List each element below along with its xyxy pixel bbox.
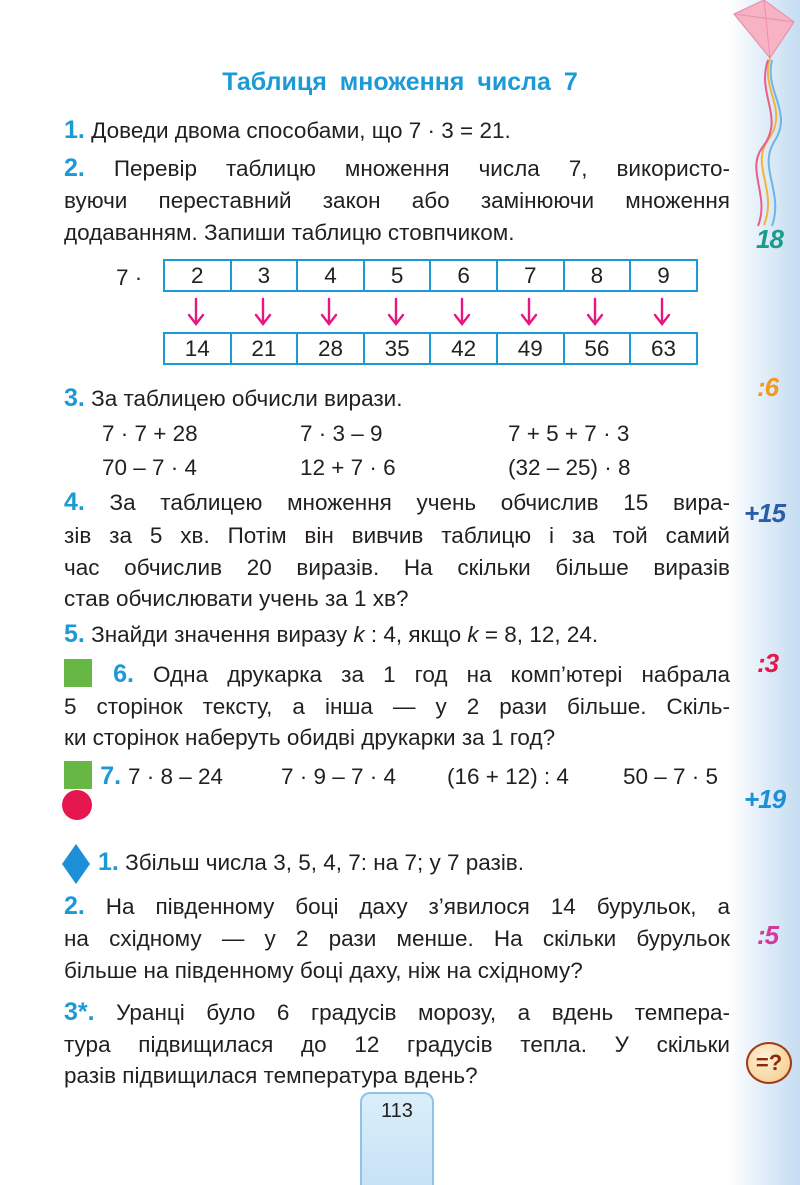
- table-cell: 3: [230, 261, 297, 290]
- homework-3-line-1: 3*. Уранці було 6 градусів морозу, а вдень темпера-: [64, 998, 730, 1026]
- down-arrow-icon: [496, 297, 563, 332]
- expression: 7 + 5 + 7 · 3: [508, 421, 630, 446]
- table-products-row: [163, 332, 698, 365]
- expression: 7 · 9 – 7 · 4: [281, 764, 397, 789]
- down-arrow-icon: [296, 297, 363, 332]
- down-arrow-icon: [629, 297, 696, 332]
- task-4-line-3: час обчислив 20 виразів. На скільки більше виразів: [64, 555, 730, 580]
- table-cell: 49: [496, 334, 563, 363]
- table-cell: 8: [563, 261, 630, 290]
- homework-3-line-3: разів підвищилася температура вдень?: [64, 1063, 478, 1088]
- expression: 7 · 7 + 28: [102, 421, 198, 446]
- task-number: 3.: [64, 384, 85, 412]
- task-7: [64, 760, 121, 793]
- task-4-line-4: став обчислювати учень за 1 хв?: [64, 586, 409, 611]
- table-cell: 5: [363, 261, 430, 290]
- task-4-line-2: зів за 5 хв. Потім він вивчив таблицю і за той самий: [64, 523, 730, 548]
- table-cell: 63: [629, 334, 696, 363]
- homework-1: 1. Збільш числа 3, 5, 4, 7: на 7; у 7 разів.: [98, 848, 525, 876]
- down-arrow-icon: [163, 297, 230, 332]
- sidebar-number-plus19: +19: [744, 784, 786, 814]
- task-6-line-1: 6. Одна друкарка за 1 год на комп’ютері набрала: [64, 658, 730, 691]
- down-arrow-icon: [230, 297, 297, 332]
- expression: 7 · 3 – 9: [300, 421, 383, 446]
- table-cell: 28: [296, 334, 363, 363]
- question-badge-icon: =?: [746, 1042, 792, 1084]
- table-cell: 6: [429, 261, 496, 290]
- table-cell: 7: [496, 261, 563, 290]
- task-2-line-1: 2. Перевір таблицю множення числа 7, використо-: [64, 154, 730, 182]
- blue-diamond-icon: [62, 844, 90, 884]
- page-title: Таблиця множення числа 7: [222, 68, 578, 96]
- task-4-line-1: 4. За таблицею множення учень обчислив 15 вира-: [64, 488, 730, 516]
- task-6-line-3: ки сторінок наберуть обидві друкарки за 1 год?: [64, 725, 556, 750]
- homework-2-line-3: більше на південному боці даху, ніж на східному?: [64, 958, 583, 983]
- table-cell: 35: [363, 334, 430, 363]
- expression: 7 · 8 – 24: [128, 764, 224, 789]
- expression: (16 + 12) : 4: [447, 764, 569, 789]
- kite-icon: [720, 0, 800, 230]
- task-number: 6.: [113, 660, 134, 688]
- task-2-line-3: додаванням. Запиши таблицю стовпчиком.: [64, 220, 515, 245]
- sidebar-number-18: 18: [756, 224, 783, 254]
- red-circle-icon: [62, 790, 92, 820]
- task-3: 3. За таблицею обчисли вирази.: [64, 384, 403, 412]
- task-number: 2.: [64, 154, 85, 182]
- task-number: 4.: [64, 488, 85, 516]
- homework-2-line-1: 2. На південному боці даху з’явилося 14 бурульок, а: [64, 892, 730, 920]
- table-arrows: [163, 297, 695, 332]
- task-6-line-2: 5 сторінок тексту, а інша — у 2 рази більше. Скіль-: [64, 694, 730, 719]
- task-number: 1.: [64, 116, 85, 144]
- sidebar-number-div6: :6: [757, 372, 779, 402]
- sidebar-number-plus15: +15: [744, 498, 786, 528]
- table-cell: 56: [563, 334, 630, 363]
- page-number: 113: [360, 1092, 434, 1185]
- down-arrow-icon: [429, 297, 496, 332]
- task-number: 2.: [64, 892, 85, 920]
- table-prefix: 7 ·: [116, 265, 143, 290]
- expression: 50 – 7 · 5: [623, 764, 719, 789]
- expression: 12 + 7 · 6: [300, 455, 396, 480]
- expression: (32 – 25) · 8: [508, 455, 631, 480]
- task-number: 5.: [64, 620, 85, 648]
- task-1: [64, 114, 511, 147]
- task-2-line-2: вуючи переставний закон або замінюючи множення: [64, 188, 730, 213]
- green-square-icon: [64, 761, 92, 789]
- sidebar-number-div3: :3: [757, 648, 779, 678]
- task-number: 1.: [98, 848, 119, 876]
- task-text: Доведи двома способами, що 7 · 3 = 21.: [91, 118, 511, 143]
- table-cell: 4: [296, 261, 363, 290]
- table-cell: 14: [184, 336, 210, 361]
- table-cell: 21: [230, 334, 297, 363]
- task-number: 3*.: [64, 998, 95, 1026]
- table-cell: 9: [629, 261, 696, 290]
- down-arrow-icon: [363, 297, 430, 332]
- down-arrow-icon: [562, 297, 629, 332]
- expression: 70 – 7 · 4: [102, 455, 198, 480]
- task-number: 7.: [100, 762, 122, 790]
- table-cell: 2: [191, 263, 204, 288]
- homework-2-line-2: на східному — у 2 рази менше. На скільки бурульок: [64, 926, 730, 951]
- homework-3-line-2: тура підвищилася до 12 градусів тепла. У скільки: [64, 1032, 730, 1057]
- task-5: 5. Знайди значення виразу k : 4, якщо k = 8, 12, 24.: [64, 620, 599, 648]
- green-square-icon: [64, 659, 92, 687]
- table-factors-row: [163, 259, 698, 292]
- sidebar-number-div5: :5: [757, 920, 779, 950]
- table-cell: 42: [429, 334, 496, 363]
